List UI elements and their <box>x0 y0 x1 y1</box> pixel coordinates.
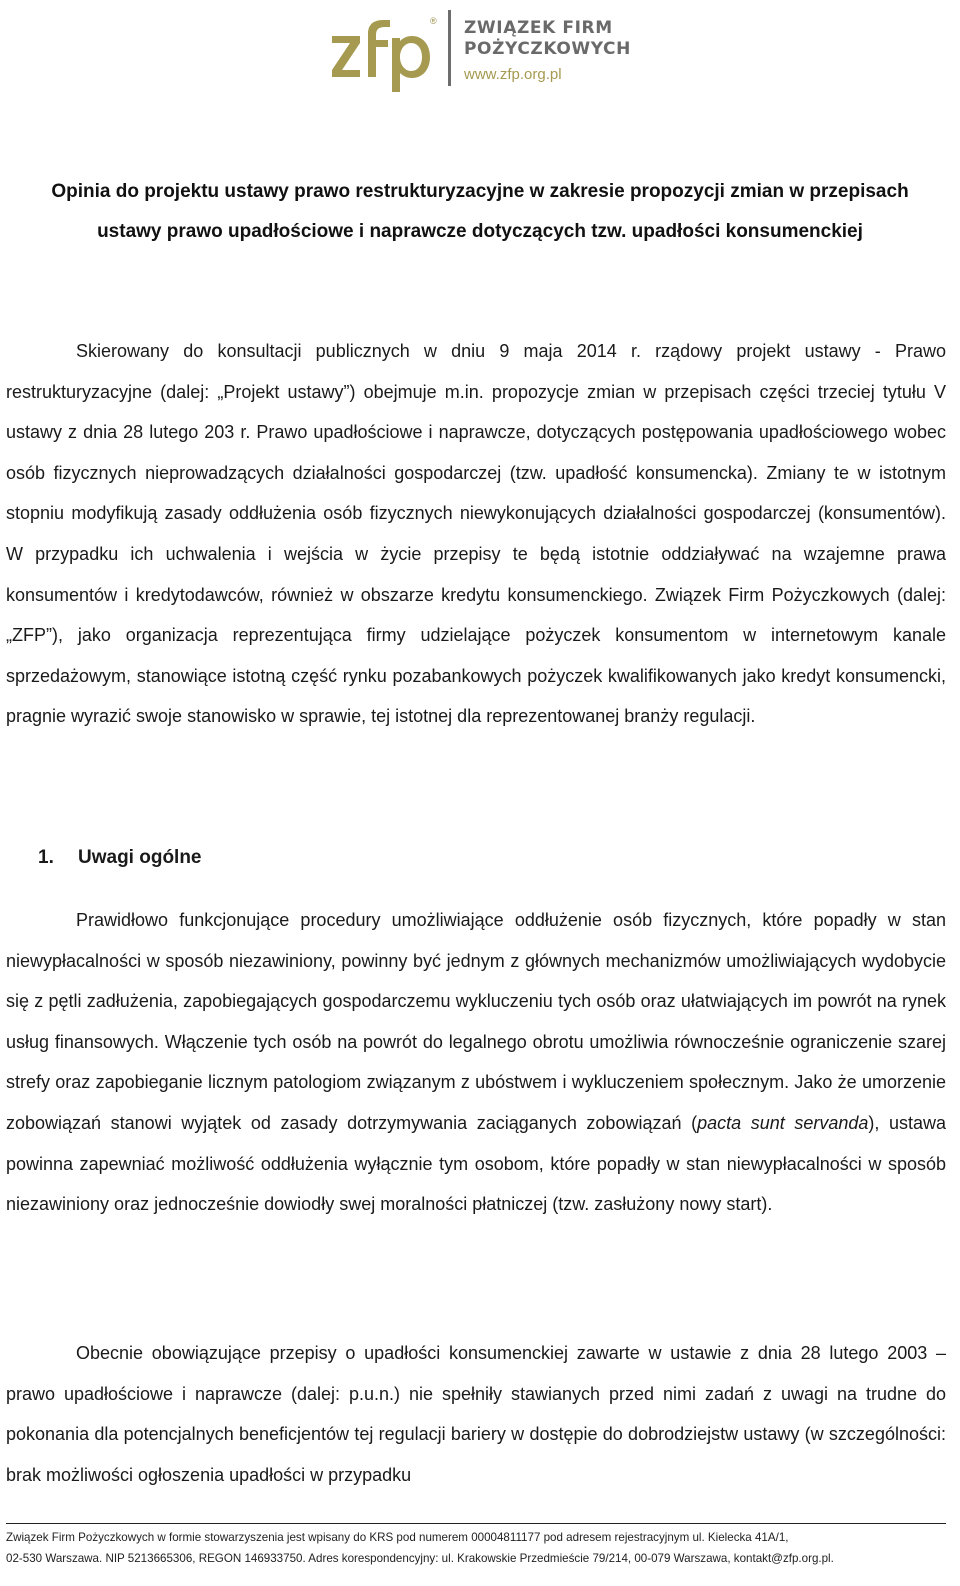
intro-paragraph-block <box>6 331 946 737</box>
page-footer <box>6 1527 946 1569</box>
section-title: Uwagi ogólne <box>78 847 202 868</box>
paragraph-intro: Skierowany do konsultacji publicznych w dniu 9 maja 2014 r. rządowy projekt ustawy - Prawo restrukturyzacyjne (dalej: „Projekt ustawy”) obejmuje m.in. propozycje zmian w przepisach części trzeciej tytułu V ustawy z dnia 28 lutego 203 r. Prawo upadłościowe i naprawcze, dotyczących postępowania upadłościowego wobec osób fizycznych nieprowadzących działalności gospodarczej (tzw. upadłość konsumencka). Zmiany te w istotnym stopniu modyfikują zasady oddłużenia osób fizycznych niewykonujących działalności gospodarczej (konsumentów). W przypadku ich uchwalenia i wejścia w życie przepisy te będą istotnie oddziaływać na wzajemne prawa konsumentów i kredytodawców, również w obszarze kredytu konsumenckiego. Związek Firm Pożyczkowych (dalej: „ZFP”), jako organizacja reprezentująca firmy udzielające pożyczek konsumentom w internetowym kanale sprzedażowym, stanowiące istotną część rynku pozabankowych pożyczek kwalifikowanych jako kredyt konsumencki, pragnie wyrazić swoje stanowisko w sprawie, tej istotnej dla reprezentowanej branży regulacji. <box>6 341 946 727</box>
footer-line-2: 02-530 Warszawa. NIP 5213665306, REGON 146933750. Adres korespondencyjny: ul. Krakowskie Przedmieście 79/214, 00-079 Warszawa, kontakt@zfp.org.pl. <box>6 1552 834 1565</box>
org-website-link[interactable]: www.zfp.org.pl <box>464 66 562 83</box>
paragraph2-part-a: Prawidłowo funkcjonujące procedury umożliwiające oddłużenie osób fizycznych, które popadły w stan niewypłacalności w sposób niezawiniony, powinny być jednym z głównych mechanizmów umożliwiających wydobycie się z pętli zadłużenia, zapobiegających gospodarczemu wykluczeniu tych osób oraz ułatwiających im powrót na rynek usług finansowych. Włączenie tych osób na powrót do legalnego obrotu umożliwia równocześnie ograniczenie szarej strefy oraz zapobieganie licznym patologiom związanym z ubóstwem i wykluczeniem społecznym. Jako że umorzenie zobowiązań stanowi wyjątek od zasady dotrzymywania zaciąganych zobowiązań ( <box>6 910 946 1133</box>
title-line-2: ustawy prawo upadłościowe i naprawcze dotyczących tzw. upadłości konsumenckiej <box>97 221 863 242</box>
registered-mark: ® <box>430 16 437 26</box>
zfp-logo-graphic <box>330 14 435 92</box>
org-name: ZWIĄZEK FIRM POŻYCZKOWYCH <box>464 18 631 59</box>
paragraph2-part-b: ), ustawa powinna zapewniać możliwość oddłużenia wyłącznie tym osobom, które popadły w stan niewypłacalności w sposób niezawiniony oraz jednocześnie dowiodły swej moralności płatniczej (tzw. zasłużony nowy start). <box>6 1112 946 1215</box>
org-logo <box>330 6 630 92</box>
footer-divider <box>6 1523 946 1524</box>
footer-line-1: Związek Firm Pożyczkowych w formie stowarzyszenia jest wpisany do KRS pod numerem 00004811177 pod adresem rejestracyjnym ul. Kielecka 41A/1, <box>6 1531 789 1544</box>
paragraph-general-remarks <box>6 900 946 1225</box>
section-number: 1. <box>38 847 54 868</box>
latin-phrase: pacta sunt servanda <box>697 1112 869 1133</box>
general-remarks-block <box>6 900 946 1225</box>
zfp-logo-mark <box>330 14 435 92</box>
logo-divider <box>448 10 451 86</box>
document-title <box>0 172 960 252</box>
title-line-1: Opinia do projektu ustawy prawo restrukturyzacyjne w zakresie propozycji zmian w przepisach <box>51 181 909 202</box>
section-heading <box>38 847 202 869</box>
current-law-block <box>6 1333 946 1495</box>
paragraph-current-law: Obecnie obowiązujące przepisy o upadłości konsumenckiej zawarte w ustawie z dnia 28 lutego 2003 – prawo upadłościowe i naprawcze (dalej: p.u.n.) nie spełniły stawianych przed nimi zadań z uwagi na trudne do pokonania dla potencjalnych beneficjentów tej regulacji bariery w dostępie do dobrodziejstw ustawy (w szczególności: brak możliwości ogłoszenia upadłości w przypadku <box>6 1343 946 1485</box>
